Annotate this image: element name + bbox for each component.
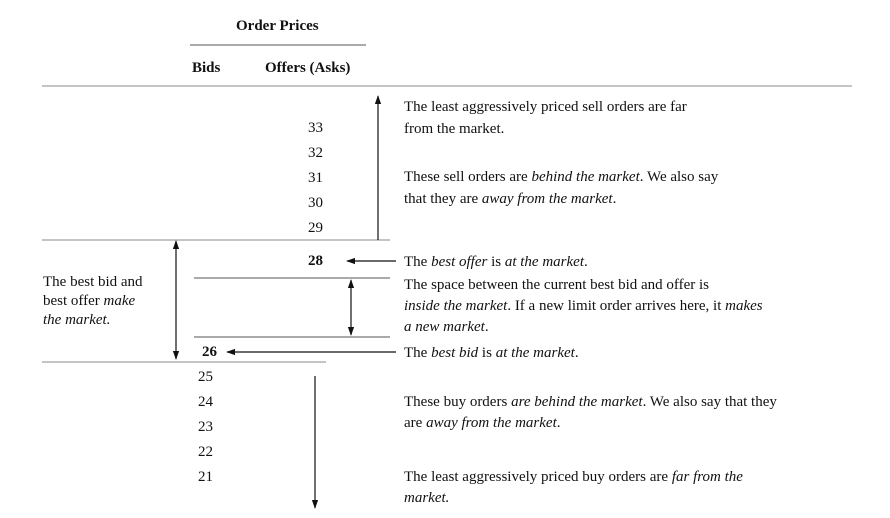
annotation-line: [404, 467, 743, 488]
text-segment: The: [404, 345, 432, 361]
text-segment: .: [612, 191, 617, 207]
text-emphasis: away from the market: [481, 191, 613, 207]
text-emphasis: market.: [404, 490, 450, 506]
text-segment: that they are: [404, 191, 482, 207]
text-segment: The least aggressively priced buy orders are: [404, 469, 672, 485]
annotation-line: [404, 392, 777, 413]
far-buy-annotation: [404, 467, 743, 509]
header-title: Order Prices: [236, 18, 319, 34]
text-emphasis: are behind the market: [511, 394, 643, 410]
text-emphasis: makes: [725, 298, 763, 314]
text-emphasis: the market.: [43, 312, 111, 328]
make-market-line: The best bid and: [43, 274, 143, 290]
best-offer-annotation: [404, 250, 588, 274]
text-emphasis: far from the: [671, 469, 743, 485]
bid-price: 24: [198, 394, 213, 410]
text-segment: . We also say: [639, 169, 719, 185]
best-offer-price: 28: [308, 253, 323, 269]
offer-price: 31: [308, 170, 323, 186]
behind-buy-annotation: [404, 392, 777, 434]
text-emphasis: make: [103, 293, 136, 309]
text-segment: .: [574, 345, 579, 361]
offer-price: 29: [308, 220, 323, 236]
text-emphasis: best offer: [431, 254, 488, 270]
text-segment: is: [487, 254, 505, 270]
annotation-line: [404, 317, 763, 338]
text-segment: best offer: [43, 293, 104, 309]
annotation-line: [404, 166, 718, 188]
text-emphasis: behind the market: [531, 169, 640, 185]
make-market-line: [43, 311, 143, 330]
offer-price: 32: [308, 145, 323, 161]
make-market-line: [43, 292, 143, 311]
offer-price: 30: [308, 195, 323, 211]
text-emphasis: inside the market: [404, 298, 508, 314]
behind-sell-annotation: [404, 166, 718, 210]
bid-price: 21: [198, 469, 213, 485]
bid-price: 22: [198, 444, 213, 460]
annotation-line: The space between the current best bid and offer is: [404, 277, 710, 293]
text-segment: .: [484, 319, 489, 335]
bid-price: 23: [198, 419, 213, 435]
annotation-line: [404, 413, 777, 434]
text-segment: . If a new limit order arrives here, it: [507, 298, 726, 314]
text-segment: The: [404, 254, 432, 270]
text-segment: .: [584, 254, 588, 270]
far-sell-annotation: [404, 96, 687, 140]
annotation-line: from the market.: [404, 121, 505, 137]
text-emphasis: at the market: [504, 254, 584, 270]
annotation-line: [404, 296, 763, 317]
annotation-line: [404, 488, 743, 509]
best-bid-price: 26: [202, 344, 217, 360]
text-segment: These buy orders: [404, 394, 512, 410]
inside-market-annotation: [404, 275, 763, 338]
annotation-line: The least aggressively priced sell orders are far: [404, 99, 687, 115]
text-segment: is: [478, 345, 496, 361]
text-segment: These sell orders are: [404, 169, 532, 185]
offers-column-label: Offers (Asks): [265, 60, 351, 76]
text-emphasis: best bid: [431, 345, 479, 361]
text-segment: .: [556, 415, 561, 431]
text-segment: . We also say that they: [642, 394, 777, 410]
text-emphasis: away from the market: [426, 415, 557, 431]
text-emphasis: at the market: [495, 345, 575, 361]
make-market-note: [43, 273, 143, 330]
bids-column-label: Bids: [192, 60, 221, 76]
annotation-line: [404, 188, 718, 210]
text-emphasis: a new market: [404, 319, 485, 335]
offer-price: 33: [308, 120, 323, 136]
bid-price: 25: [198, 369, 213, 385]
text-segment: are: [404, 415, 427, 431]
best-bid-annotation: [404, 341, 579, 365]
